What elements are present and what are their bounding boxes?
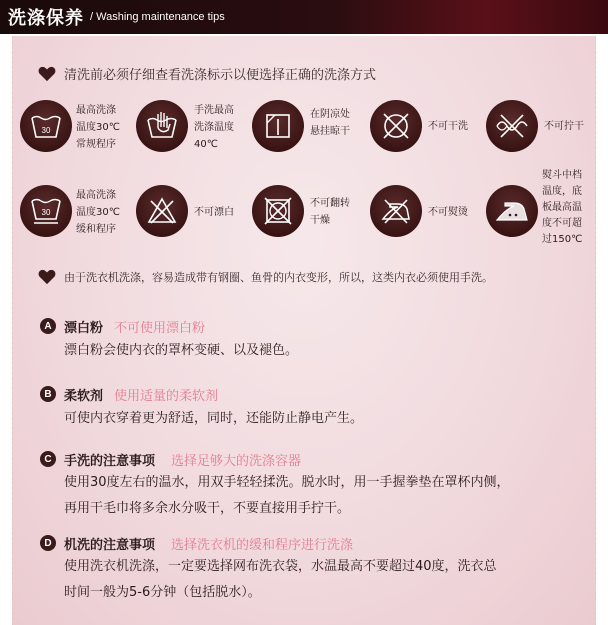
do-not-wring-icon — [486, 100, 538, 152]
symbol-label: 不可翻转 干燥 — [310, 198, 350, 226]
section-b-body: 可使内衣穿着更为舒适，同时，还能防止静电产生。 — [64, 411, 364, 426]
hand-wash-note: 由于洗衣机洗涤，容易造成带有钢圈、鱼骨的内衣变形，所以，这类内衣必须使用手洗。 — [64, 271, 493, 284]
header-bar — [0, 0, 608, 34]
svg-text:30: 30 — [41, 208, 51, 217]
wash-30-normal-icon — [20, 100, 72, 152]
section-d-subtitle: 选择洗衣机的缓和程序进行洗涤 — [171, 538, 354, 553]
do-not-dry-clean-icon — [370, 100, 422, 152]
section-c-body-line2: 再用干毛巾将多余水分吸干，不要直接用手拧干。 — [64, 501, 351, 516]
symbol-label: 在阴凉处 悬挂晾干 — [310, 109, 350, 137]
section-d-body-line2: 时间一般为5-6分钟（包括脱水）。 — [64, 585, 261, 600]
symbol-label: 不可漂白 — [194, 207, 234, 218]
header-subtitle: / Washing maintenance tips — [90, 11, 225, 23]
do-not-iron-icon — [370, 185, 422, 237]
shade-line-dry-icon — [252, 100, 304, 152]
section-a-body: 漂白粉会使内衣的罩杯变硬、以及褪色。 — [64, 343, 299, 358]
symbol-label: 不可干洗 — [428, 121, 468, 132]
heart-icon — [38, 66, 56, 82]
symbol-label: 手洗最高 洗涤温度 40℃ — [194, 105, 234, 150]
symbol-label: 熨斗中档 温度，底 板最高温 度不可超 过150℃ — [542, 170, 583, 245]
wash-30-gentle-icon — [20, 185, 72, 237]
section-d-title: 机洗的注意事项 — [64, 538, 156, 553]
section-b-title: 柔软剂 — [64, 389, 104, 404]
heart-icon — [38, 269, 56, 285]
section-c-badge: C — [40, 451, 56, 467]
symbol-label: 最高洗涤 温度30℃ 缓和程序 — [76, 190, 120, 235]
section-a-subtitle: 不可使用漂白粉 — [114, 321, 206, 336]
section-c-title: 手洗的注意事项 — [64, 454, 156, 469]
section-b-subtitle: 使用适量的柔软剂 — [114, 389, 219, 404]
intro-text: 清洗前必须仔细查看洗涤标示以便选择正确的洗涤方式 — [64, 68, 377, 83]
symbol-label: 不可拧干 — [544, 121, 584, 132]
section-c-body-line1: 使用30度左右的温水，用双手轻轻揉洗。脱水时，用一手握拳垫在罩杯内侧， — [64, 475, 510, 490]
section-d-badge: D — [40, 535, 56, 551]
svg-text:30: 30 — [41, 126, 51, 135]
section-a-title: 漂白粉 — [64, 321, 104, 336]
do-not-bleach-icon — [136, 185, 188, 237]
header-title: 洗涤保养 — [8, 8, 84, 29]
section-c-subtitle: 选择足够大的洗涤容器 — [171, 454, 302, 469]
section-b-badge: B — [40, 386, 56, 402]
hand-wash-icon — [136, 100, 188, 152]
section-d-body-line1: 使用洗衣机洗涤，一定要选择网布洗衣袋，水温最高不要超过40度，洗衣总 — [64, 559, 497, 574]
do-not-tumble-dry-icon — [252, 185, 304, 237]
iron-150-icon — [486, 185, 538, 237]
symbol-label: 不可熨烫 — [428, 207, 468, 218]
section-a-badge: A — [40, 318, 56, 334]
symbol-label: 最高洗涤 温度30℃ 常规程序 — [76, 105, 120, 150]
